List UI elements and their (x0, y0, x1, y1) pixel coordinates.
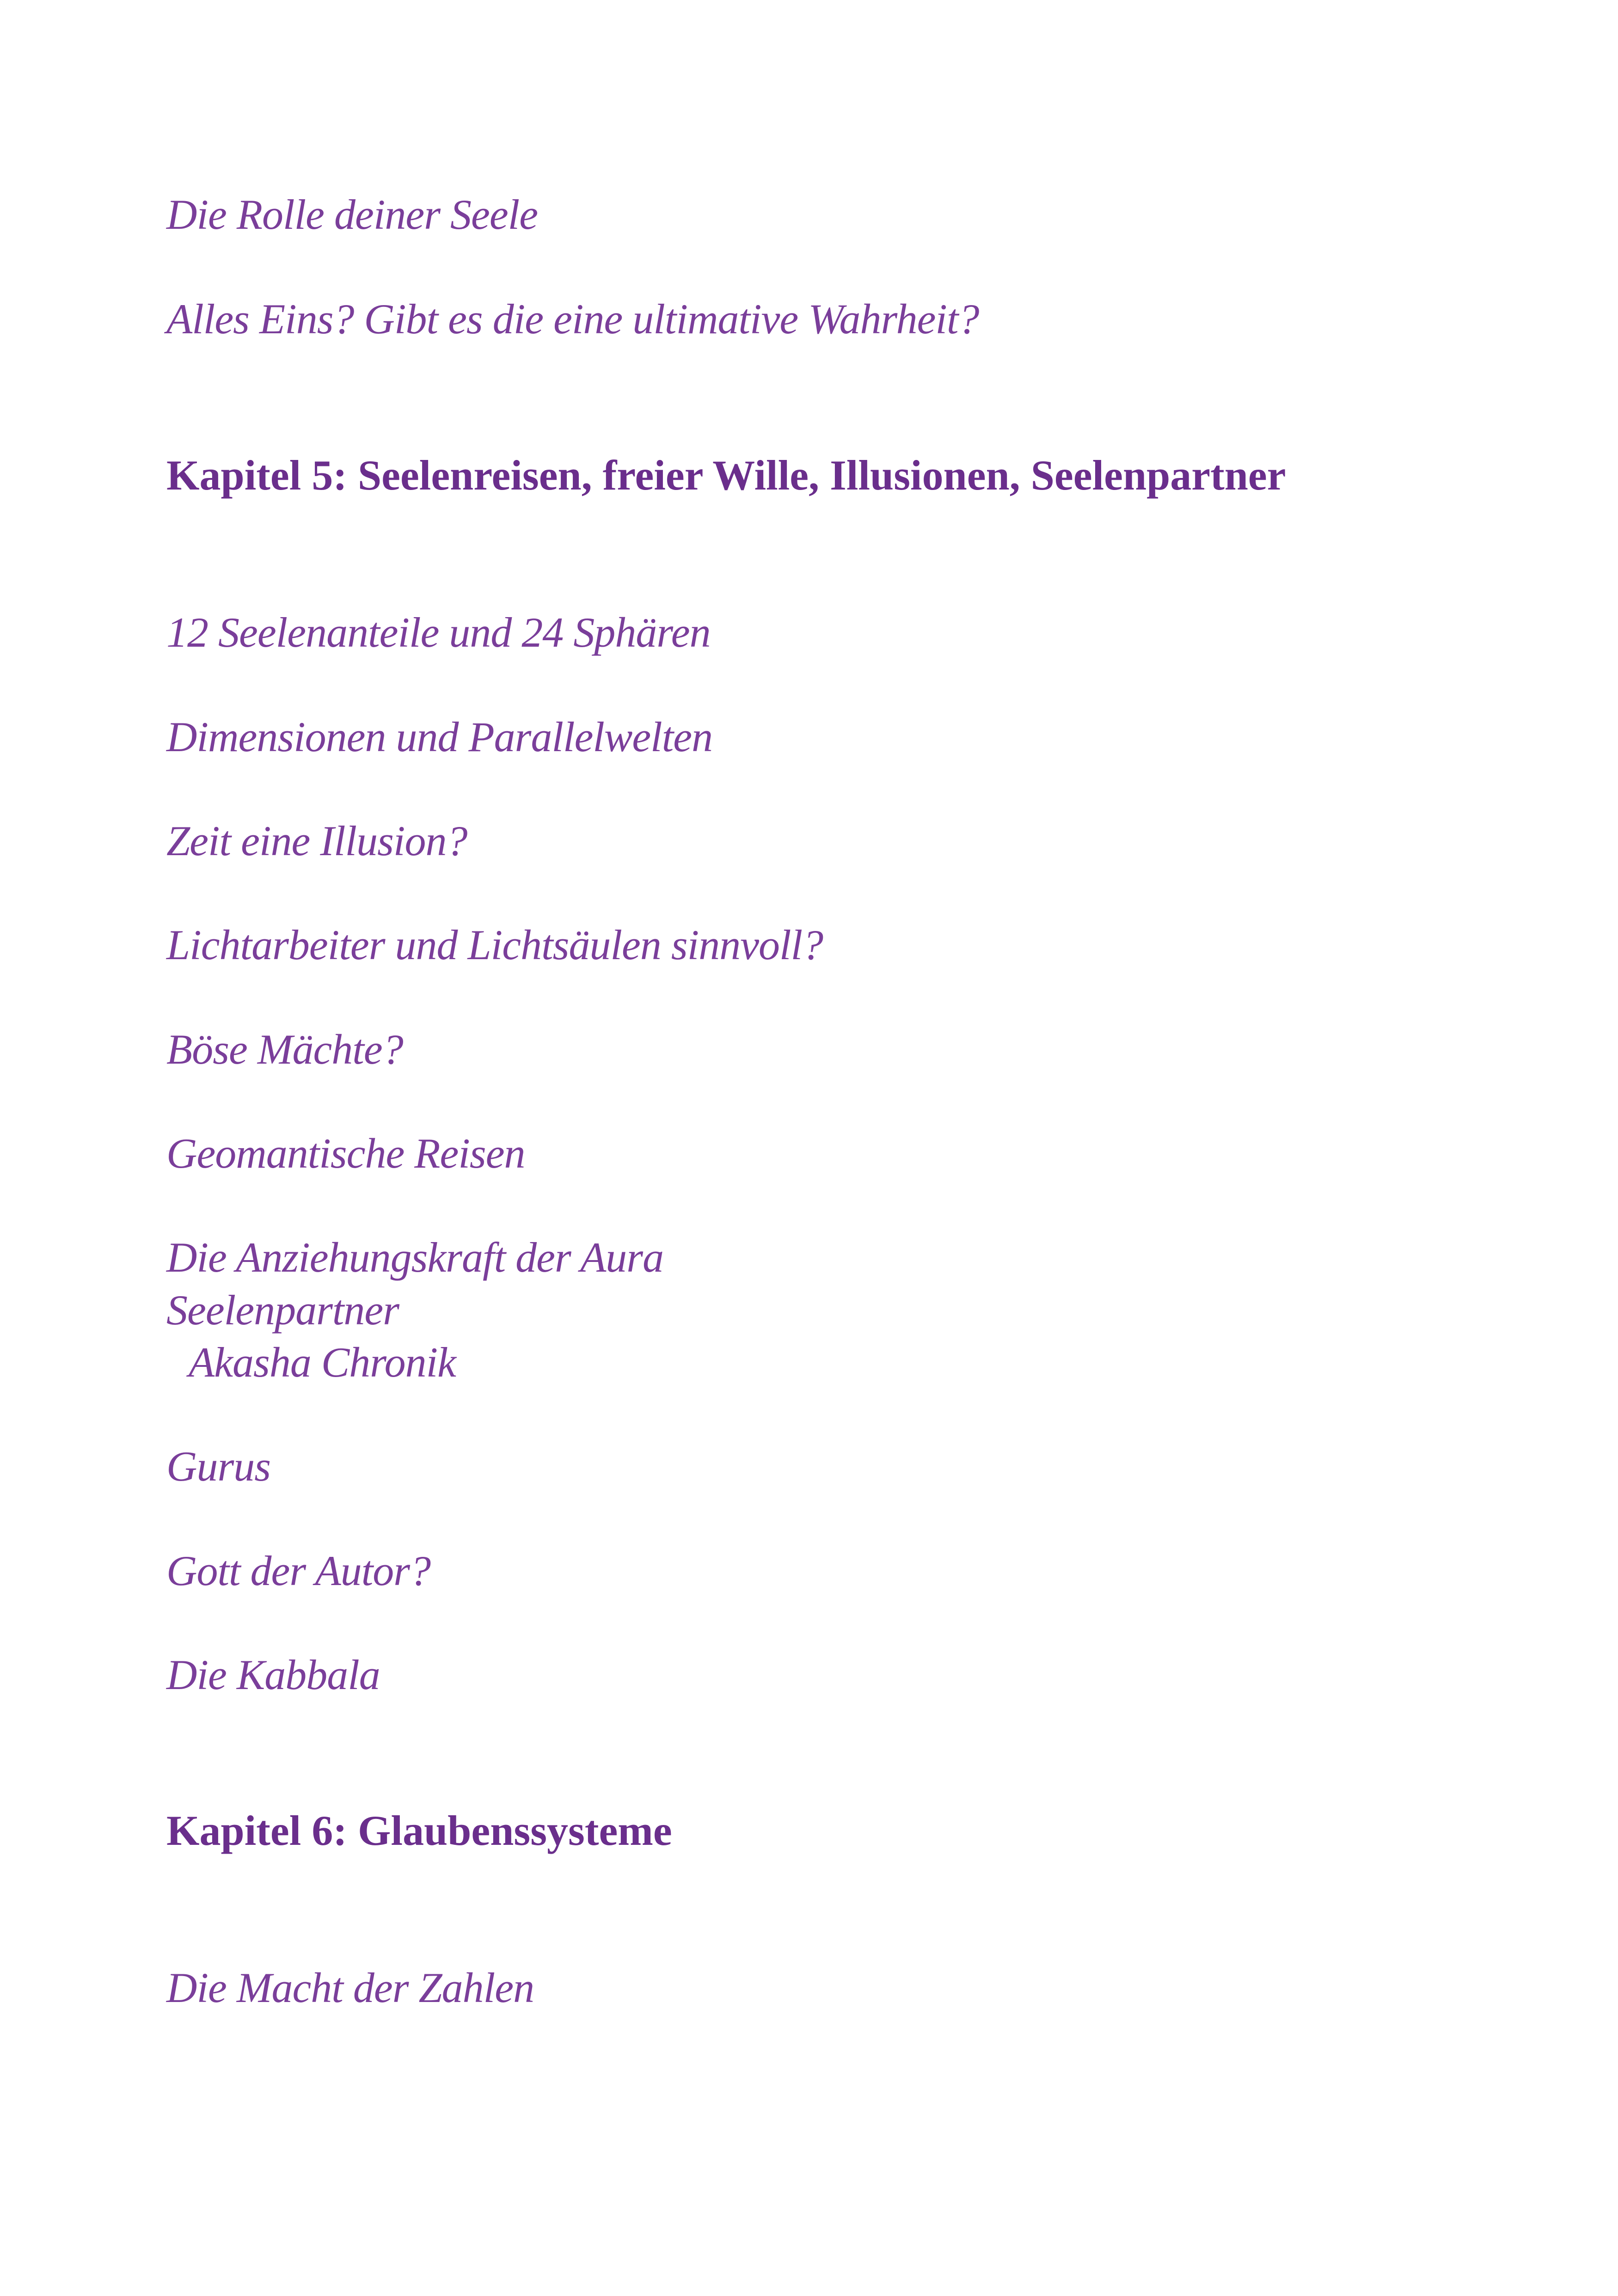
toc-entry-anziehungskraft-aura: Die Anziehungskraft der Aura (166, 1234, 664, 1281)
toc-entry-gott-der-autor: Gott der Autor? (166, 1547, 431, 1594)
toc-entry-alles-eins: Alles Eins? Gibt es die eine ultimative Wahrheit? (166, 295, 979, 343)
toc-entry-geomantische-reisen: Geomantische Reisen (166, 1130, 525, 1177)
toc-entry-boese-maechte: Böse Mächte? (166, 1026, 403, 1073)
chapter-6-heading: Kapitel 6: Glaubenssysteme (166, 1807, 672, 1854)
toc-entry-die-kabbala: Die Kabbala (166, 1651, 380, 1698)
toc-entry-akasha-chronik: Akasha Chronik (189, 1339, 456, 1386)
toc-entry-gurus: Gurus (166, 1443, 271, 1490)
chapter-5-heading: Kapitel 5: Seelenreisen, freier Wille, Illusionen, Seelenpartner (166, 452, 1286, 499)
toc-entry-dimensionen: Dimensionen und Parallelwelten (166, 713, 713, 760)
toc-entry-seelenpartner: Seelenpartner (166, 1286, 399, 1334)
toc-entry-zeit-illusion: Zeit eine Illusion? (166, 817, 467, 864)
toc-entry-lichtarbeiter: Lichtarbeiter und Lichtsäulen sinnvoll? (166, 921, 823, 968)
toc-entry-macht-der-zahlen: Die Macht der Zahlen (166, 1964, 534, 2011)
toc-entry-die-rolle-deiner-seele: Die Rolle deiner Seele (166, 191, 538, 238)
toc-entry-seelenanteile: 12 Seelenanteile und 24 Sphären (166, 609, 711, 656)
